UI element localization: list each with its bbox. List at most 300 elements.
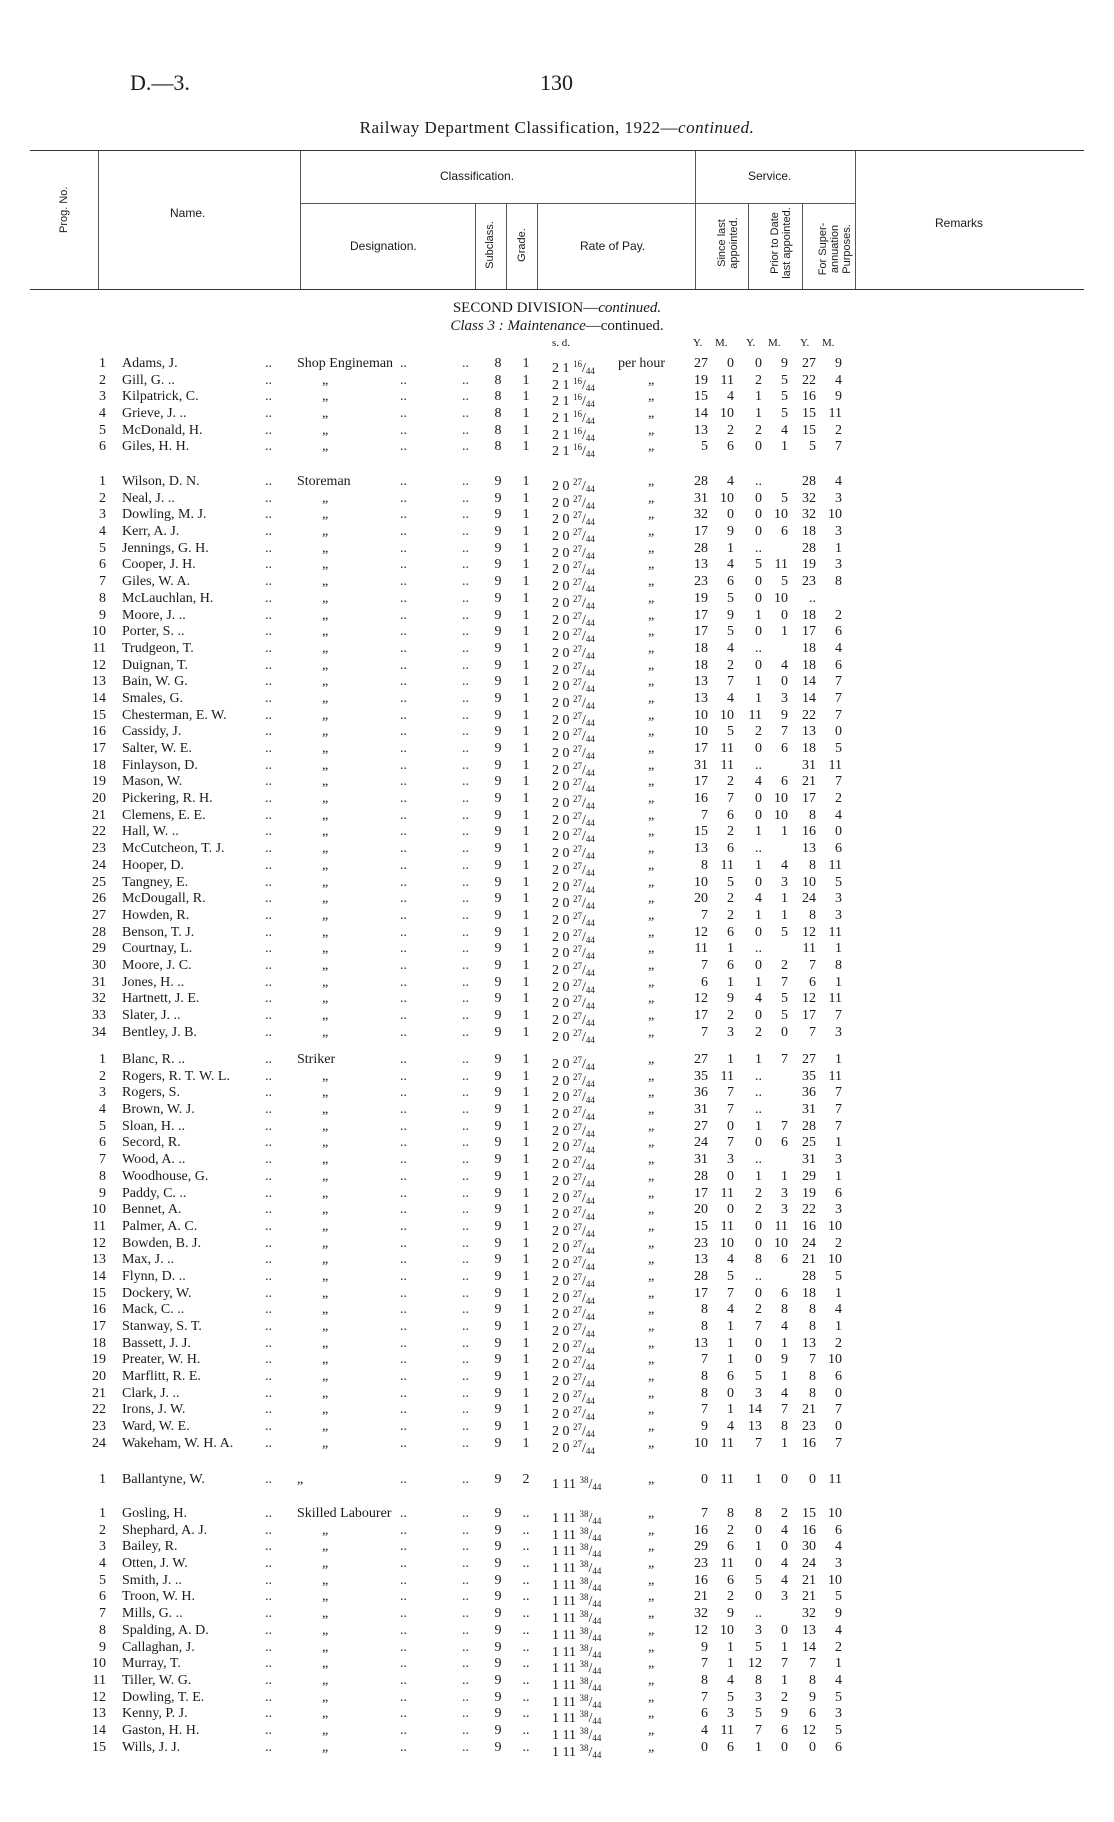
table-row: [0, 1639, 1114, 1660]
prior-years: 1: [755, 406, 762, 422]
super-years: 7: [809, 1656, 816, 1672]
rate-of-pay: 1 11 $^{38}/_{44}$: [552, 1659, 602, 1677]
super-months: 8: [835, 957, 842, 973]
prog-no: 10: [92, 1202, 106, 1218]
leader-dots: ..: [400, 1202, 407, 1218]
leader-dots: ..: [265, 1235, 272, 1251]
grade: 1: [522, 1352, 530, 1368]
subclass: 9: [494, 1556, 502, 1572]
designation: „: [322, 774, 329, 790]
leader-dots: ..: [265, 1352, 272, 1368]
super-months: 1: [835, 540, 842, 556]
prog-no: 30: [92, 957, 106, 973]
staff-name: Benson, T. J.: [122, 924, 195, 940]
prog-no: 21: [92, 807, 106, 823]
table-row: [0, 507, 1114, 528]
designation: „: [322, 1252, 329, 1268]
rate-of-pay: 2 0 $^{27}/_{44}$: [552, 794, 595, 812]
subclass: 9: [494, 574, 502, 590]
prog-no: 12: [92, 1235, 106, 1251]
rate-of-pay: 2 0 $^{27}/_{44}$: [552, 1221, 595, 1239]
prior-years: 2: [755, 724, 762, 740]
subclass: 9: [494, 1589, 502, 1605]
leader-dots: ..: [462, 1024, 469, 1040]
since-last-months: 6: [727, 957, 734, 973]
table-row: [0, 824, 1114, 845]
leader-dots: ..: [400, 991, 407, 1007]
subclass: 9: [494, 1472, 502, 1487]
leader-dots: ..: [265, 540, 272, 556]
staff-name: Secord, R.: [122, 1135, 181, 1151]
staff-name: Courtnay, L.: [122, 941, 193, 957]
prior-months: 7: [781, 1052, 788, 1067]
super-months: 3: [835, 1202, 842, 1218]
super-years: ..: [809, 590, 816, 606]
rate-unit: „: [648, 1672, 655, 1688]
leader-dots: ..: [265, 807, 272, 823]
rate-of-pay: 2 0 $^{27}/_{44}$: [552, 1088, 595, 1106]
since-last-months: 4: [727, 1302, 734, 1318]
rate-of-pay: 2 0 $^{27}/_{44}$: [552, 1422, 595, 1440]
leader-dots: ..: [400, 389, 407, 405]
super-months: 2: [835, 1639, 842, 1655]
prior-years: 0: [755, 1285, 762, 1301]
since-last-years: 7: [701, 1352, 708, 1368]
rate-unit: „: [648, 1522, 655, 1538]
leader-dots: ..: [462, 1008, 469, 1023]
staff-name: Otten, J. W.: [122, 1556, 188, 1572]
subclass: 9: [494, 607, 502, 623]
leader-dots: ..: [462, 1402, 469, 1418]
rate-unit: „: [648, 1352, 655, 1368]
super-months: 2: [835, 1335, 842, 1351]
leader-dots: ..: [265, 1302, 272, 1318]
since-last-years: 28: [694, 1268, 708, 1284]
prior-years: 0: [755, 490, 762, 506]
rate-unit: „: [648, 490, 655, 506]
subclass: 8: [494, 439, 502, 455]
rate-of-pay: 2 0 $^{27}/_{44}$: [552, 1027, 595, 1045]
designation: „: [322, 1722, 329, 1738]
rate-unit: „: [648, 1152, 655, 1168]
leader-dots: ..: [400, 1118, 407, 1134]
super-months: 0: [835, 1385, 842, 1401]
leader-dots: ..: [400, 1385, 407, 1401]
grade: 1: [522, 607, 530, 623]
table-row: [0, 1656, 1114, 1677]
rate-of-pay: 1 11 $^{38}/_{44}$: [552, 1609, 602, 1627]
leader-dots: ..: [400, 1506, 407, 1521]
staff-name: Duignan, T.: [122, 657, 188, 673]
leader-dots: ..: [400, 857, 407, 873]
super-months: 6: [835, 1369, 842, 1385]
prog-no: 13: [92, 1252, 106, 1268]
subclass: 9: [494, 1118, 502, 1134]
since-last-years: 7: [701, 1024, 708, 1040]
super-months: 7: [835, 1402, 842, 1418]
leader-dots: ..: [462, 557, 469, 573]
table-row: [0, 991, 1114, 1012]
since-last-months: 1: [727, 1052, 734, 1067]
table-header: [30, 150, 1084, 290]
leader-dots: ..: [400, 1706, 407, 1722]
subclass: 9: [494, 657, 502, 673]
leader-dots: ..: [265, 974, 272, 990]
staff-name: Smales, G.: [122, 690, 184, 706]
table-row: [0, 690, 1114, 711]
rate-of-pay: 1 11 $^{38}/_{44}$: [552, 1525, 602, 1543]
prog-no: 8: [99, 590, 106, 606]
since-last-years: 24: [694, 1135, 708, 1151]
designation: „: [322, 640, 329, 656]
staff-name: Kenny, P. J.: [122, 1706, 188, 1722]
since-last-years: 7: [701, 957, 708, 973]
prog-no: 34: [92, 1024, 106, 1040]
super-years: 24: [802, 1235, 816, 1251]
super-months: 7: [835, 1085, 842, 1101]
designation: Shop Engineman: [297, 356, 394, 371]
leader-dots: ..: [400, 406, 407, 422]
subclass: 9: [494, 1068, 502, 1084]
prog-no: 21: [92, 1385, 106, 1401]
rate-unit: „: [648, 1118, 655, 1134]
leader-dots: ..: [462, 1202, 469, 1218]
super-months: 3: [835, 891, 842, 907]
since-last-months: 4: [727, 389, 734, 405]
super-years: 35: [802, 1068, 816, 1084]
prog-no: 20: [92, 791, 106, 807]
rate-unit: „: [648, 422, 655, 438]
staff-name: McDonald, H.: [122, 422, 203, 438]
prior-months: 0: [781, 1739, 788, 1755]
leader-dots: ..: [400, 1302, 407, 1318]
staff-name: Paddy, C. ..: [122, 1185, 187, 1201]
grade: 1: [522, 757, 530, 773]
leader-dots: ..: [462, 1352, 469, 1368]
prior-years: 5: [755, 1639, 762, 1655]
super-months: 5: [835, 1689, 842, 1705]
prior-months: 4: [781, 857, 788, 873]
since-last-years: 9: [701, 1419, 708, 1435]
since-last-years: 12: [694, 991, 708, 1007]
staff-name: Bassett, J. J.: [122, 1335, 191, 1351]
rate-unit: „: [648, 874, 655, 890]
super-years: 15: [802, 406, 816, 422]
grade: ..: [522, 1706, 530, 1722]
designation: „: [322, 1102, 329, 1118]
staff-name: Gosling, H.: [122, 1506, 187, 1521]
prior-months: 6: [781, 774, 788, 790]
leader-dots: ..: [400, 1352, 407, 1368]
leader-dots: ..: [400, 1402, 407, 1418]
since-last-months: 6: [727, 574, 734, 590]
leader-dots: ..: [462, 1539, 469, 1555]
designation: „: [322, 874, 329, 890]
grade: 1: [522, 372, 530, 388]
super-years: 6: [809, 974, 816, 990]
grade: 1: [522, 1085, 530, 1101]
designation: „: [322, 907, 329, 923]
staff-name: Palmer, A. C.: [122, 1218, 198, 1234]
leader-dots: ..: [265, 657, 272, 673]
subclass: 9: [494, 1606, 502, 1622]
subclass: 9: [494, 624, 502, 640]
since-last-months: 11: [720, 741, 734, 756]
rate-of-pay: 2 0 $^{27}/_{44}$: [552, 693, 595, 711]
prog-no-header: Prog. No.: [58, 186, 70, 233]
designation: „: [322, 1556, 329, 1572]
since-last-years: 35: [694, 1068, 708, 1084]
leader-dots: ..: [265, 1202, 272, 1218]
prog-no: 4: [99, 1102, 106, 1118]
rate-of-pay: 2 0 $^{27}/_{44}$: [552, 493, 595, 511]
super-years: 28: [802, 1268, 816, 1284]
since-last-months: 5: [727, 1689, 734, 1705]
since-last-months: 2: [727, 774, 734, 790]
grade: 1: [522, 507, 530, 523]
super-months: 1: [835, 1285, 842, 1301]
staff-name: Grieve, J. ..: [122, 406, 187, 422]
prior-years: 4: [755, 991, 762, 1007]
super-years: 14: [802, 1639, 816, 1655]
prior-months: 4: [781, 422, 788, 438]
name-header: Name.: [170, 206, 206, 220]
table-row: [0, 1085, 1114, 1106]
prog-no: 6: [99, 1589, 106, 1605]
prior-years: 0: [755, 1235, 762, 1251]
grade: 1: [522, 1435, 530, 1451]
rate-unit: „: [648, 791, 655, 807]
since-last-years: 28: [694, 540, 708, 556]
designation-header: Designation.: [350, 239, 417, 253]
leader-dots: ..: [265, 941, 272, 957]
grade: 1: [522, 640, 530, 656]
rate-of-pay: 2 0 $^{27}/_{44}$: [552, 1271, 595, 1289]
super-months: 5: [835, 1589, 842, 1605]
grade: ..: [522, 1556, 530, 1572]
super-months: 6: [835, 1739, 842, 1755]
leader-dots: ..: [462, 657, 469, 673]
staff-name: Finlayson, D.: [122, 757, 198, 773]
since-last-years: 17: [694, 774, 708, 790]
designation: „: [322, 924, 329, 940]
since-last-years: 17: [694, 624, 708, 640]
super-months: 10: [828, 1506, 842, 1521]
since-last-months: 4: [727, 640, 734, 656]
super-years: 28: [802, 1118, 816, 1134]
subclass: 9: [494, 1024, 502, 1040]
prog-no: 16: [92, 724, 106, 740]
rate-of-pay: 2 0 $^{27}/_{44}$: [552, 1405, 595, 1423]
designation: „: [322, 891, 329, 907]
leader-dots: ..: [400, 774, 407, 790]
prior-years: 8: [755, 1506, 762, 1521]
grade: 1: [522, 1118, 530, 1134]
staff-name: Porter, S. ..: [122, 624, 185, 640]
since-last-years: 10: [694, 1435, 708, 1451]
leader-dots: ..: [462, 707, 469, 723]
staff-name: Woodhouse, G.: [122, 1168, 209, 1184]
super-years: 12: [802, 924, 816, 940]
super-months: 3: [835, 1556, 842, 1572]
leader-dots: ..: [400, 1689, 407, 1705]
prior-months: 9: [781, 1706, 788, 1722]
prior-months: 6: [781, 1135, 788, 1151]
prior-years: ..: [755, 1152, 762, 1168]
rate-of-pay: 2 1 $^{16}/_{44}$: [552, 392, 595, 410]
prog-no: 14: [92, 1722, 106, 1738]
leader-dots: ..: [265, 707, 272, 723]
subclass: 9: [494, 874, 502, 890]
prior-months: 6: [781, 1722, 788, 1738]
leader-dots: ..: [400, 791, 407, 807]
prog-no: 33: [92, 1008, 106, 1023]
rate-of-pay: 2 0 $^{27}/_{44}$: [552, 1355, 595, 1373]
rate-unit: „: [648, 1135, 655, 1151]
table-row: [0, 1024, 1114, 1045]
super-months: 4: [835, 807, 842, 823]
designation: „: [322, 1639, 329, 1655]
super-months: 4: [835, 372, 842, 388]
prior-months: 7: [781, 724, 788, 740]
table-row: [0, 1369, 1114, 1390]
grade: 1: [522, 1185, 530, 1201]
grade: 1: [522, 724, 530, 740]
table-row: [0, 1622, 1114, 1643]
leader-dots: ..: [265, 1722, 272, 1738]
grade: 1: [522, 791, 530, 807]
leader-dots: ..: [462, 574, 469, 590]
prog-no: 14: [92, 690, 106, 706]
subclass: 9: [494, 474, 502, 489]
super-years: 18: [802, 640, 816, 656]
grade: ..: [522, 1589, 530, 1605]
prior-months: 2: [781, 1689, 788, 1705]
prior-years: 3: [755, 1385, 762, 1401]
rate-unit: „: [648, 1706, 655, 1722]
since-last-months: 0: [727, 1385, 734, 1401]
prior-months: 0: [781, 1622, 788, 1638]
prior-years: ..: [755, 1085, 762, 1101]
prog-no: 12: [92, 1689, 106, 1705]
leader-dots: ..: [265, 924, 272, 940]
staff-name: McCutcheon, T. J.: [122, 841, 225, 857]
subclass: 9: [494, 1319, 502, 1334]
prog-no: 1: [99, 356, 106, 371]
staff-name: Jennings, G. H.: [122, 540, 209, 556]
since-last-years: 20: [694, 891, 708, 907]
leader-dots: ..: [462, 1285, 469, 1301]
since-last-years: 10: [694, 874, 708, 890]
prior-months: 7: [781, 974, 788, 990]
since-last-months: 11: [720, 1068, 734, 1084]
since-last-years: 27: [694, 1118, 708, 1134]
leader-dots: ..: [400, 474, 407, 489]
subclass: 9: [494, 1435, 502, 1451]
subclass: 9: [494, 1689, 502, 1705]
since-last-years: 13: [694, 422, 708, 438]
grade: 1: [522, 1302, 530, 1318]
since-last-years: 16: [694, 791, 708, 807]
super-months: 0: [835, 724, 842, 740]
staff-name: Bentley, J. B.: [122, 1024, 197, 1040]
staff-name: Neal, J. ..: [122, 490, 175, 506]
subclass: 9: [494, 774, 502, 790]
subclass: 9: [494, 707, 502, 723]
prog-no: 26: [92, 891, 106, 907]
prior-months: 4: [781, 1385, 788, 1401]
subclass: 9: [494, 490, 502, 506]
rate-unit: „: [648, 1068, 655, 1084]
since-last-months: 10: [720, 707, 734, 723]
staff-group: [0, 1472, 1114, 1492]
leader-dots: ..: [265, 1102, 272, 1118]
rate-unit: „: [648, 941, 655, 957]
prog-no: 11: [92, 1672, 106, 1688]
super-years: 8: [809, 857, 816, 873]
grade: 1: [522, 1285, 530, 1301]
rate-unit: „: [648, 1218, 655, 1234]
prog-no: 17: [92, 741, 106, 756]
since-last-years: 17: [694, 607, 708, 623]
rate-of-pay: 2 0 $^{27}/_{44}$: [552, 1388, 595, 1406]
since-last-years: 31: [694, 490, 708, 506]
rate-unit: „: [648, 1689, 655, 1705]
rate-unit: „: [648, 1252, 655, 1268]
table-row: [0, 1385, 1114, 1406]
leader-dots: ..: [462, 1689, 469, 1705]
prior-months: 3: [781, 874, 788, 890]
subclass: 9: [494, 1135, 502, 1151]
leader-dots: ..: [265, 1185, 272, 1201]
table-row: [0, 1202, 1114, 1223]
prior-months: 10: [774, 1235, 788, 1251]
super-months: 6: [835, 1185, 842, 1201]
subclass: 9: [494, 1539, 502, 1555]
since-last-years: 17: [694, 1285, 708, 1301]
leader-dots: ..: [400, 1472, 407, 1487]
prior-years: 5: [755, 557, 762, 573]
prior-years: 4: [755, 774, 762, 790]
prior-years: 1: [755, 857, 762, 873]
prior-years: 1: [755, 690, 762, 706]
prior-months: 6: [781, 741, 788, 756]
prior-months: 10: [774, 807, 788, 823]
designation: „: [322, 1302, 329, 1318]
since-last-months: 0: [727, 1168, 734, 1184]
subclass: 9: [494, 907, 502, 923]
since-last-years: 16: [694, 1522, 708, 1538]
leader-dots: ..: [400, 941, 407, 957]
since-last-months: 6: [727, 439, 734, 455]
prior-years: 1: [755, 1168, 762, 1184]
staff-name: Mason, W.: [122, 774, 183, 790]
since-last-months: 6: [727, 1369, 734, 1385]
leader-dots: ..: [462, 974, 469, 990]
units-row: s. d. Y. M. Y. M. Y. M.: [552, 337, 835, 349]
subclass: 9: [494, 524, 502, 540]
table-row: [0, 741, 1114, 761]
rate-unit: „: [648, 1606, 655, 1622]
designation: „: [322, 1419, 329, 1435]
prior-months: 2: [781, 957, 788, 973]
super-months: 10: [828, 1352, 842, 1368]
rate-unit: „: [648, 1335, 655, 1351]
staff-name: Clark, J. ..: [122, 1385, 180, 1401]
leader-dots: ..: [400, 1252, 407, 1268]
subclass: 9: [494, 841, 502, 857]
staff-name: Flynn, D. ..: [122, 1268, 186, 1284]
